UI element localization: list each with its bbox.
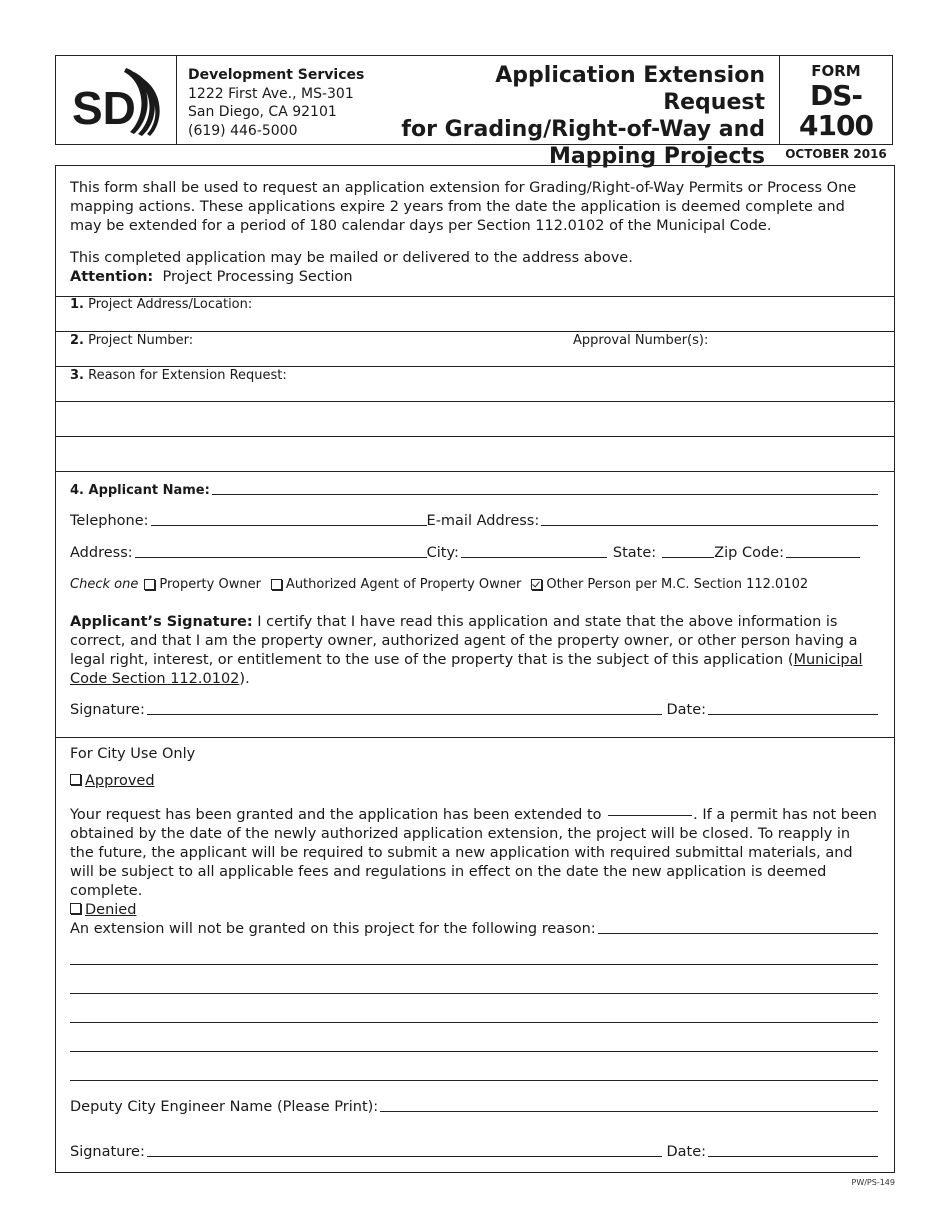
check-one-label: Check one [70,577,139,592]
footer-code: PW/PS-149 [851,1178,895,1187]
zip-label: Zip Code: [714,545,784,561]
divider [56,401,894,402]
denied-reason-input[interactable] [598,933,878,934]
form-label: FORM [811,62,861,80]
address-line1: 1222 First Ave., MS-301 [188,85,354,102]
address-label: Address: [70,545,133,561]
email-input[interactable] [541,525,878,526]
applicant-date-input[interactable] [708,714,878,715]
state-label: State: [612,545,657,561]
other-person-checkbox[interactable] [531,577,808,592]
checkbox-icon [271,579,282,590]
extended-date-input[interactable] [608,815,692,816]
denied-text: An extension will not be granted on this project for the following reason: [70,921,596,937]
zip-input[interactable] [786,557,860,558]
intro-paragraph: This form shall be used to request an application extension for Grading/Right-of-Way Permits or Process One mapping actions. These applications expire 2 years from the date the application is deemed complete and may be extended for a period of 180 calendar days per Section 112.0102 of the Municipal Code. [70,180,857,234]
form-title [398,56,779,169]
reason-field[interactable] [70,368,287,383]
approved-text-end: . If a permit has not been obtained by the date of the newly authorized application extension, the project will be closed. To reapply in the future, the applicant will be required to submit a new application with required submittal materials, and will be subject to all applicable fees and regulations in effect on the date the new application is deemed complete. [70,807,877,899]
certification-end: ). [239,671,250,687]
field-number: 3. [70,368,84,383]
city-signature-label: Signature: [70,1144,145,1160]
sd-logo [56,56,177,144]
mail-note: This completed application may be mailed or delivered to the address above. [70,250,633,266]
field-number: 1. [70,297,84,312]
authorized-agent-checkbox[interactable] [271,577,521,592]
city-signature-input[interactable] [147,1156,663,1157]
form-header [55,55,893,169]
state-input[interactable] [662,557,714,558]
form-date: OCTOBER 2016 [785,147,887,161]
checkbox-icon [144,579,155,590]
reason-label: Reason for Extension Request: [88,368,287,383]
signature-label: Signature: [70,702,145,718]
applicant-signature-row [70,702,878,718]
certification-text: I certify that I have read this application and state that the above information is correct, and that I am the property owner, authorized agent of the property owner, or other person having a legal right, interest, or entitlement to the use of the property that is the subject of this application ( [70,614,858,668]
telephone-input[interactable] [151,525,427,526]
engineer-name-row [70,1099,878,1115]
address-line2: San Diego, CA 92101 [188,104,337,120]
denied-label: Denied [85,902,137,918]
form-body [55,165,895,1173]
denied-reason-line[interactable] [70,1080,878,1081]
checkbox-icon [70,774,81,785]
property-owner-label: Property Owner [159,577,261,592]
city-date-input[interactable] [708,1156,878,1157]
divider [56,366,894,367]
project-number-field[interactable] [70,333,193,348]
org-name: Development Services [188,67,365,83]
city-signature-row [70,1144,878,1160]
form-id-box [779,56,892,161]
city-date-label: Date: [666,1144,706,1160]
office-phone: (619) 446-5000 [188,122,298,139]
project-address-field[interactable] [70,297,252,312]
approved-text [70,806,878,901]
approved-option[interactable] [70,772,155,791]
authorized-agent-label: Authorized Agent of Property Owner [285,577,522,592]
applicant-certification [70,613,878,689]
divider [56,471,894,472]
title-line1: Application Extension Request [495,63,765,115]
form-number: DS-4100 [799,79,873,142]
divider [56,331,894,332]
checkbox-icon [70,903,81,914]
office-address [177,56,398,144]
contact-row [70,513,878,529]
divider [56,737,894,738]
date-label: Date: [666,702,706,718]
applicant-name-input[interactable] [212,494,878,495]
property-owner-checkbox[interactable] [144,577,261,592]
attention-line [70,268,878,287]
project-number-label: Project Number: [88,333,194,348]
denied-reason-line[interactable] [70,1051,878,1052]
checkbox-checked-icon [531,579,542,590]
approved-label: Approved [85,773,155,789]
telephone-label: Telephone: [70,513,149,529]
signature-heading: Applicant’s Signature: [70,614,253,630]
denied-reason-line[interactable] [70,964,878,965]
approved-text-start: Your request has been granted and the application has been extended to [70,807,602,823]
applicant-signature-input[interactable] [147,714,663,715]
city-input[interactable] [461,557,607,558]
sd-logo-icon [68,62,164,138]
title-line2: for Grading/Right-of-Way and [401,117,765,142]
applicant-name-label: 4. Applicant Name: [70,483,210,498]
approval-number-label: Approval Number(s): [573,333,709,348]
city-use-heading: For City Use Only [70,746,196,762]
denied-option[interactable] [70,901,136,920]
approval-number-field[interactable] [573,333,708,348]
address-row [70,545,878,561]
field-number: 2. [70,333,84,348]
denied-reason-line[interactable] [70,1022,878,1023]
engineer-name-label: Deputy City Engineer Name (Please Print): [70,1099,379,1115]
svg-text:SD: SD [72,82,136,134]
denied-reason-row [70,921,878,937]
title-line3: Mapping Projects [548,144,765,169]
attention-value: Project Processing Section [162,269,353,285]
address-input[interactable] [135,557,427,558]
municipal-code-link[interactable]: Municipal Code Section 112.0102 [70,652,863,687]
divider [56,436,894,437]
check-one-row [70,577,878,592]
project-address-label: Project Address/Location: [88,297,253,312]
denied-reason-line[interactable] [70,993,878,994]
attention-label: Attention: [70,269,154,285]
applicant-name-row [70,483,878,498]
engineer-name-input[interactable] [380,1111,878,1112]
city-label: City: [426,545,459,561]
other-person-label: Other Person per M.C. Section 112.0102 [546,577,809,592]
email-label: E-mail Address: [426,513,540,529]
